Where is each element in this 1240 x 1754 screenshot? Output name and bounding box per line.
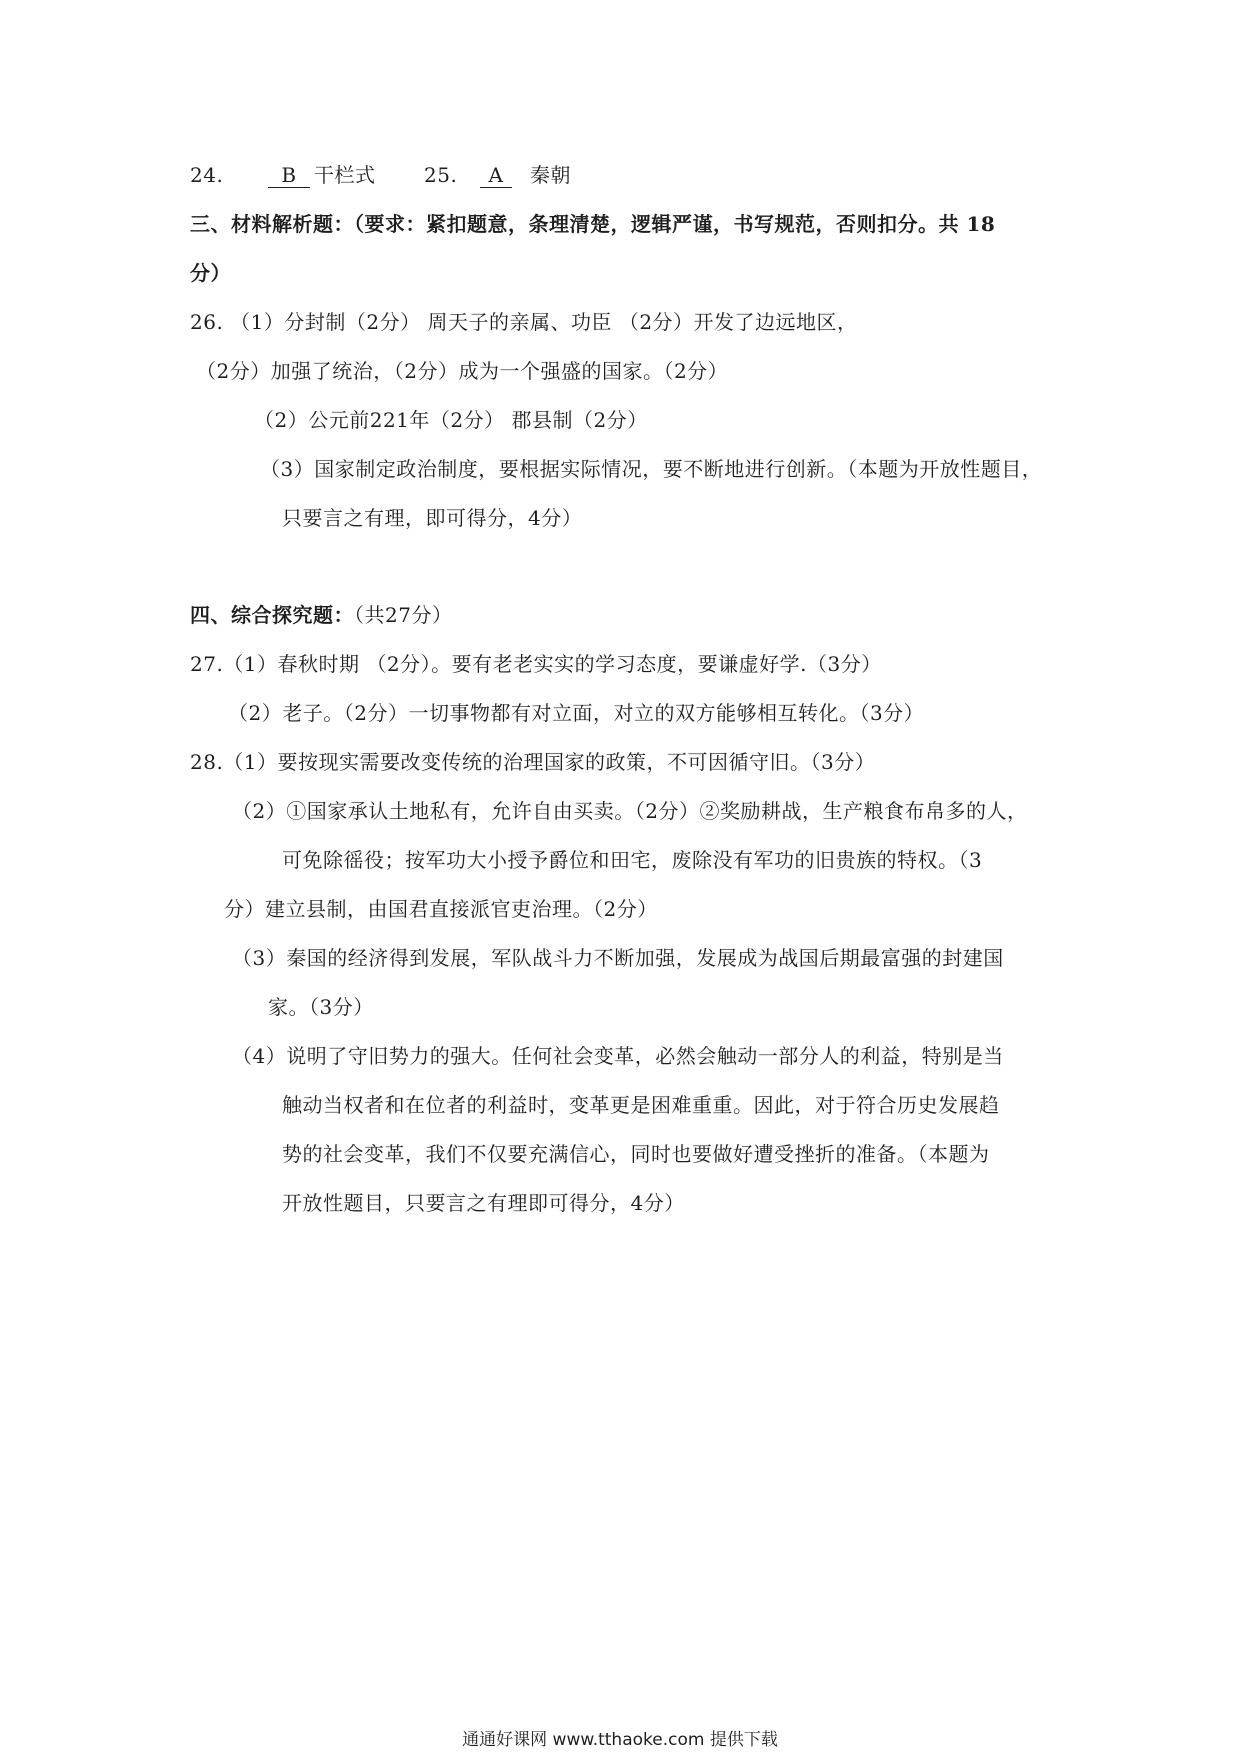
q24-number: 24.: [190, 163, 224, 187]
q28-line4: 分）建立县制，由国君直接派官吏治理。（2分）: [224, 897, 658, 921]
q25-number: 25.: [424, 163, 458, 187]
q28-line2: （2）①国家承认土地私有，允许自由买卖。（2分）②奖励耕战，生产粮食布帛多的人，: [232, 799, 1028, 823]
section3-heading-line2: 分）: [190, 261, 231, 285]
q24-text: 干栏式: [314, 163, 376, 187]
q28-line8: 触动当权者和在位者的利益时，变革更是困难重重。因此，对于符合历史发展趋: [282, 1093, 1000, 1117]
q25-answer-blank: A: [480, 163, 512, 188]
section4-heading-title: 四、综合探究题：: [190, 603, 354, 627]
q28-line1: 28.（1）要按现实需要改变传统的治理国家的政策，不可因循守旧。（3分）: [190, 750, 876, 774]
section3-heading-line1: 三、材料解析题：（要求：紧扣题意，条理清楚，逻辑严谨，书写规范，否则扣分。共 18: [190, 212, 996, 236]
q28-line10: 开放性题目，只要言之有理即可得分，4分）: [282, 1191, 685, 1215]
q26-line4: （3）国家制定政治制度，要根据实际情况，要不断地进行创新。（本题为开放性题目，: [260, 457, 1043, 481]
q25-text: 秦朝: [530, 163, 571, 187]
q24-answer-blank: B: [268, 163, 310, 188]
page-footer: 通通好课网 www.tthaoke.com 提供下载: [462, 1730, 778, 1750]
q26-line3: （2）公元前221年（2分） 郡县制（2分）: [254, 408, 648, 432]
mc-answer-row: [190, 161, 571, 189]
q27-line1: 27.（1）春秋时期 （2分）。要有老老实实的学习态度，要谦虚好学.（3分）: [190, 652, 882, 676]
q26-line2: （2分）加强了统治，（2分）成为一个强盛的国家。（2分）: [196, 359, 729, 383]
q28-line3: 可免除徭役；按军功大小授予爵位和田宅，废除没有军功的旧贵族的特权。（3: [282, 848, 983, 872]
section4-heading: [190, 601, 452, 629]
section4-heading-points: （共27分）: [354, 603, 453, 627]
q27-line2: （2）老子。（2分）一切事物都有对立面，对立的双方能够相互转化。（3分）: [228, 701, 925, 725]
q26-line5: 只要言之有理，即可得分，4分）: [282, 506, 583, 530]
q28-line6: 家。（3分）: [268, 995, 374, 1019]
q28-line5: （3）秦国的经济得到发展，军队战斗力不断加强，发展成为战国后期最富强的封建国: [232, 946, 1004, 970]
q28-line7: （4）说明了守旧势力的强大。任何社会变革，必然会触动一部分人的利益，特别是当: [232, 1044, 1004, 1068]
q28-line9: 势的社会变革，我们不仅要充满信心，同时也要做好遭受挫折的准备。（本题为: [282, 1142, 990, 1166]
q26-line1: 26. （1）分封制（2分） 周天子的亲属、功臣 （2分）开发了边远地区，: [190, 310, 858, 334]
